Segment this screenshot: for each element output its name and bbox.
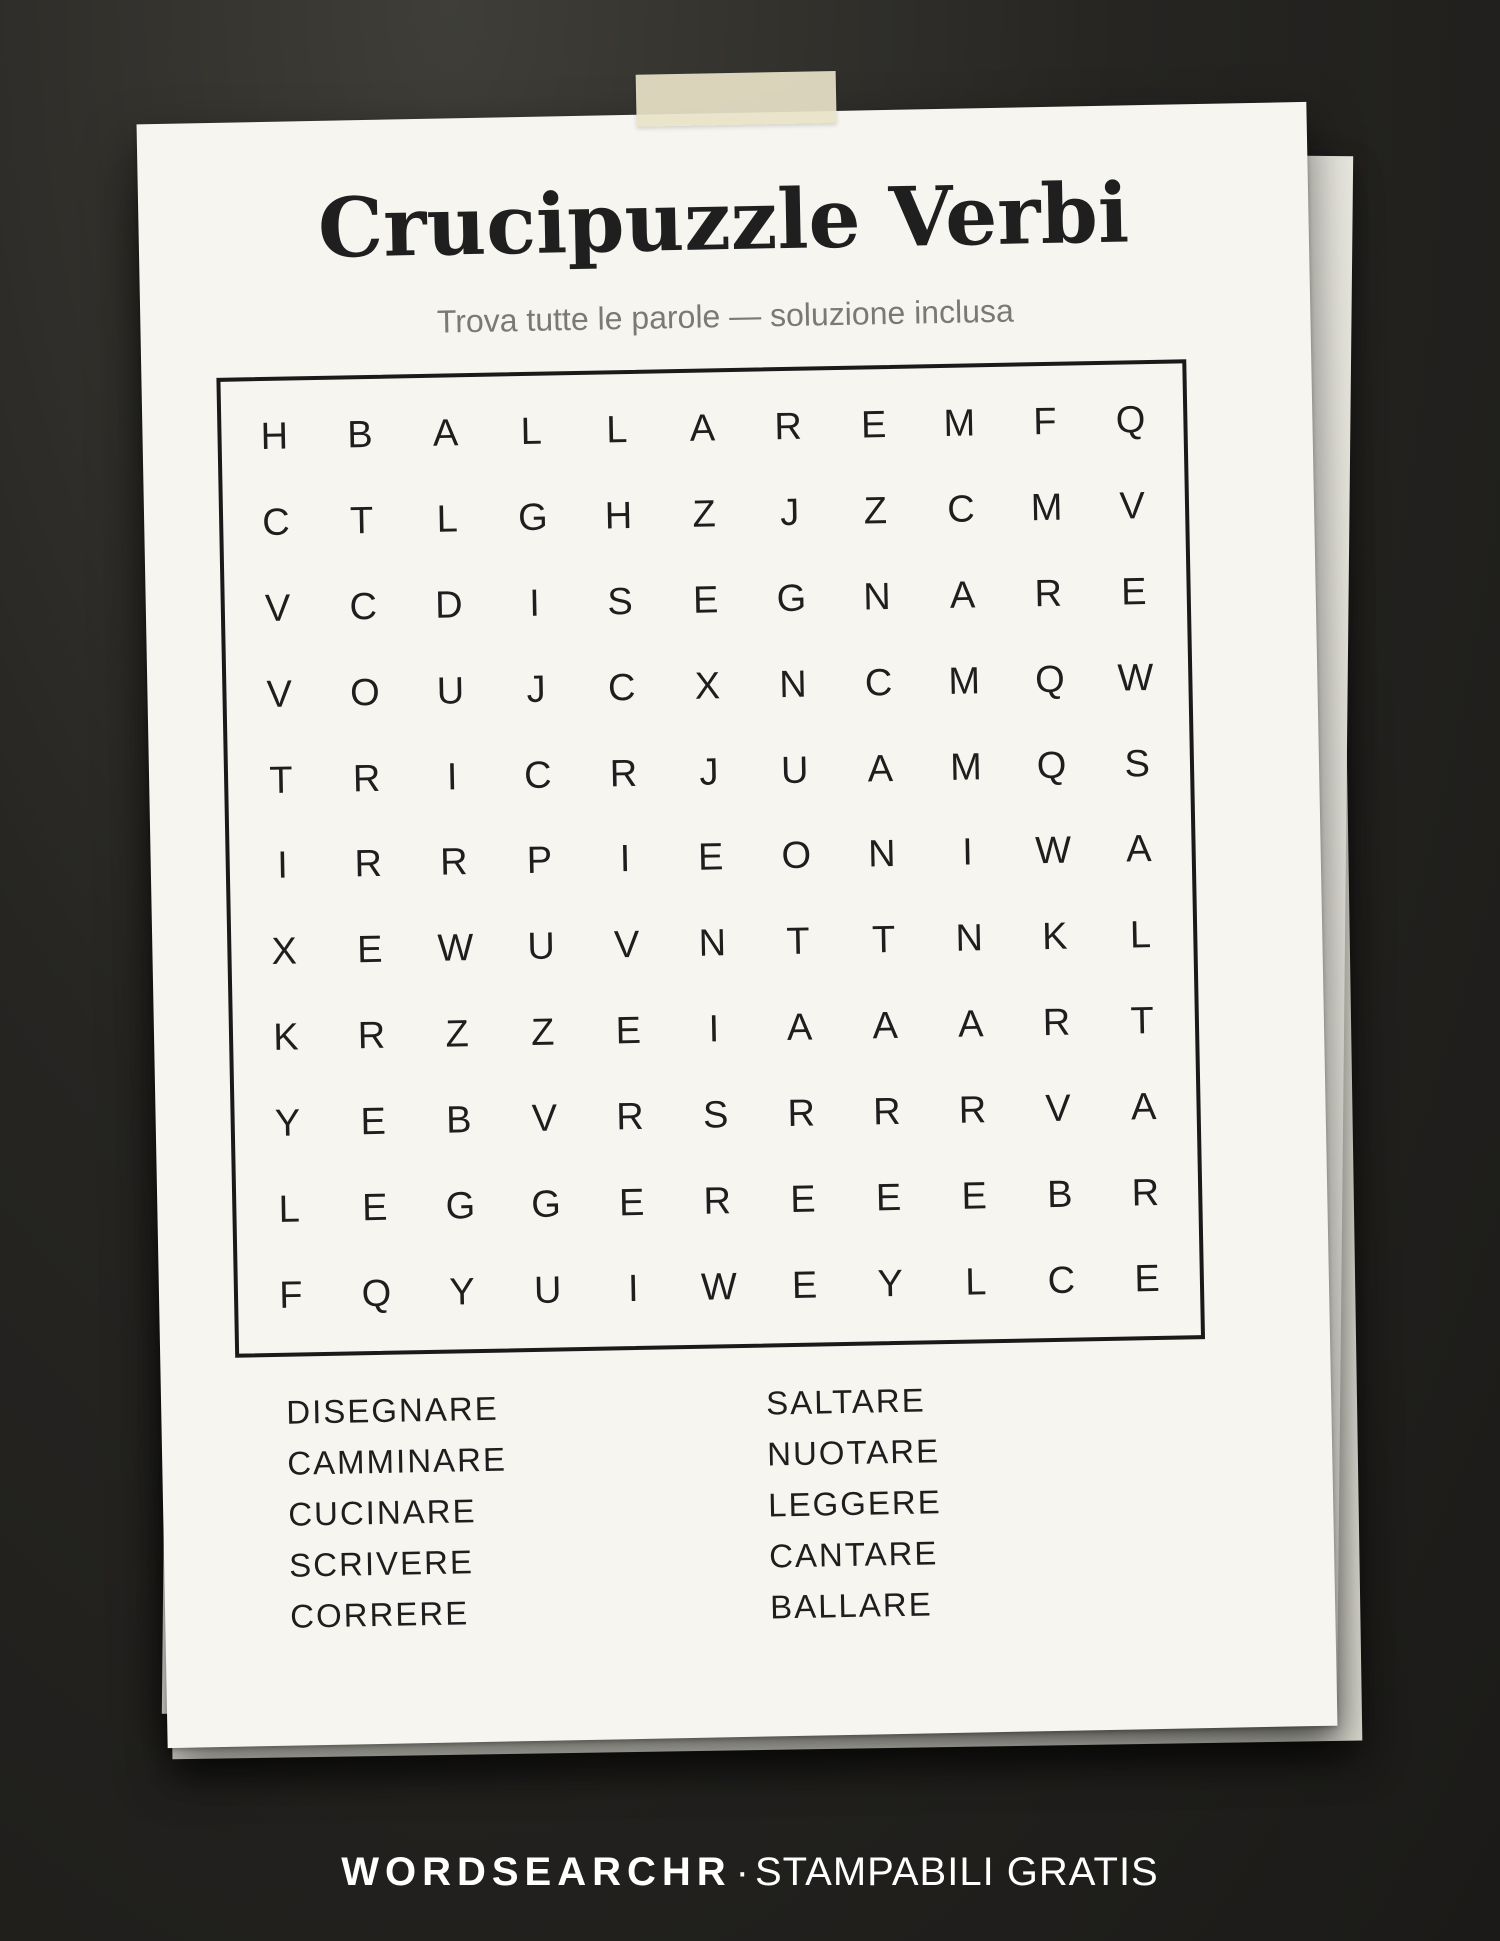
grid-cell: J <box>699 751 719 794</box>
grid-cell: J <box>779 491 800 535</box>
grid-cell: C <box>864 661 893 705</box>
grid-cell: L <box>1129 914 1152 957</box>
grid-cell: S <box>1124 742 1151 786</box>
grid-cell: W <box>1034 830 1072 873</box>
grid-cell: F <box>1032 401 1057 444</box>
grid-cell: Z <box>692 493 717 536</box>
grid-cell: E <box>615 1009 642 1053</box>
grid-cell: B <box>346 414 374 457</box>
grid-cell: I <box>619 838 631 881</box>
grid-cell: N <box>698 922 727 966</box>
grid-cell: A <box>786 1006 813 1050</box>
grid-cell: E <box>697 836 724 880</box>
grid-cell: P <box>526 840 553 883</box>
grid-cell: K <box>1041 915 1068 959</box>
word-list-item: LEGGERE <box>767 1483 943 1524</box>
grid-cell: M <box>949 745 983 789</box>
grid-cell: D <box>434 584 464 627</box>
grid-cell: E <box>961 1175 988 1218</box>
grid-cell: Y <box>877 1262 904 1305</box>
grid-cell: O <box>349 671 381 715</box>
grid-cell: W <box>700 1265 738 1309</box>
grid-cell: U <box>533 1269 562 1312</box>
grid-cell: R <box>1042 1001 1071 1045</box>
grid-cell: H <box>604 495 633 538</box>
grid-cell: V <box>1119 485 1146 528</box>
letter-grid <box>216 359 1205 1357</box>
grid-cell: L <box>964 1260 987 1304</box>
grid-cell: B <box>445 1099 472 1142</box>
grid-cell: I <box>276 845 289 888</box>
grid-cell: A <box>949 574 976 617</box>
grid-cell: C <box>946 488 976 532</box>
grid-cell: J <box>526 668 547 711</box>
grid-cell: L <box>605 409 628 452</box>
word-list-item: CANTARE <box>768 1534 939 1575</box>
word-list-column-left <box>286 1383 511 1642</box>
word-list <box>161 1367 1336 1649</box>
grid-cell: S <box>607 580 634 624</box>
grid-cell: L <box>278 1188 301 1231</box>
grid-cell: R <box>439 841 468 885</box>
grid-cell: I <box>708 1008 720 1051</box>
grid-cell: R <box>1034 572 1063 616</box>
grid-cell: R <box>787 1092 816 1135</box>
grid-cell: R <box>958 1089 987 1132</box>
grid-cell: Y <box>274 1102 301 1145</box>
grid-cell: E <box>618 1181 645 1225</box>
grid-cell: R <box>354 843 383 886</box>
grid-cell: W <box>437 927 474 971</box>
grid-cell: B <box>1046 1173 1073 1216</box>
word-list-item: DISEGNARE <box>285 1389 499 1431</box>
grid-cell: G <box>530 1183 562 1226</box>
grid-cell: M <box>948 660 981 703</box>
grid-cell: E <box>1120 571 1147 614</box>
word-list-item: NUOTARE <box>766 1432 941 1473</box>
grid-cell: E <box>360 1100 387 1144</box>
grid-cell: N <box>778 663 808 706</box>
grid-cell: L <box>520 411 543 454</box>
grid-cell: R <box>352 757 381 801</box>
grid-cell: F <box>278 1273 303 1317</box>
grid-cell: R <box>615 1095 645 1139</box>
puzzle-title: Crucipuzzle Verbi <box>317 165 1130 277</box>
grid-cell: E <box>1133 1257 1161 1301</box>
grid-cell: O <box>781 835 812 878</box>
grid-cell: U <box>526 925 556 969</box>
grid-cell: K <box>272 1016 299 1060</box>
tape-strip <box>636 71 837 127</box>
word-list-item: SALTARE <box>765 1381 927 1422</box>
grid-cell: T <box>268 759 293 802</box>
grid-cell: Q <box>1036 744 1067 787</box>
word-list-item: CAMMINARE <box>286 1440 508 1482</box>
grid-cell: I <box>528 582 541 625</box>
grid-cell: Y <box>448 1270 476 1314</box>
grid-cell: E <box>361 1186 388 1230</box>
grid-cell: T <box>349 500 374 543</box>
grid-cell: Q <box>361 1272 392 1315</box>
grid-cell: E <box>692 579 719 622</box>
grid-cell: V <box>266 673 293 716</box>
grid-cell: N <box>862 576 892 619</box>
grid-cell: V <box>264 587 291 631</box>
grid-cell: R <box>609 752 638 796</box>
grid-cell: R <box>872 1090 902 1134</box>
grid-cell: V <box>613 924 640 967</box>
grid-cell: A <box>432 412 459 456</box>
grid-cell: U <box>436 670 465 713</box>
puzzle-sheet <box>137 102 1338 1748</box>
grid-cell: X <box>694 665 721 708</box>
grid-cell: E <box>791 1264 818 1307</box>
word-list-column-right <box>766 1374 944 1632</box>
grid-cell: Z <box>530 1011 555 1055</box>
grid-cell: R <box>357 1014 386 1058</box>
grid-cell: X <box>271 930 298 974</box>
grid-cell: A <box>689 407 716 451</box>
grid-cell: Z <box>445 1013 470 1056</box>
grid-cell: R <box>1131 1171 1160 1215</box>
grid-cell: G <box>445 1184 476 1228</box>
grid-cell: A <box>1130 1085 1157 1129</box>
word-list-item: CUCINARE <box>287 1492 477 1533</box>
grid-cell: C <box>261 501 291 545</box>
grid-cell: C <box>1047 1259 1076 1302</box>
footer-separator: · <box>735 1850 749 1894</box>
grid-cell: C <box>349 585 378 629</box>
word-list-item: CORRERE <box>289 1594 470 1635</box>
grid-cell: T <box>1130 1000 1155 1043</box>
grid-cell: N <box>955 917 984 961</box>
word-list-item: SCRIVERE <box>288 1543 475 1584</box>
grid-cell: A <box>872 1005 899 1048</box>
grid-cell: I <box>627 1267 639 1310</box>
word-list-item: BALLARE <box>769 1585 934 1626</box>
grid-cell: E <box>356 929 383 972</box>
grid-cell: E <box>860 404 887 447</box>
grid-cell: I <box>961 831 974 875</box>
grid-cell: A <box>957 1003 984 1046</box>
grid-cell: R <box>773 406 803 449</box>
footer <box>0 1850 1500 1895</box>
grid-cell: E <box>789 1178 816 1221</box>
footer-brand: WORDSEARCHR <box>341 1850 732 1894</box>
grid-cell: M <box>943 402 976 446</box>
grid-cell: G <box>517 496 549 540</box>
grid-cell: W <box>1117 656 1154 700</box>
grid-cell: T <box>871 919 896 962</box>
grid-cell: M <box>1030 486 1063 530</box>
puzzle-subtitle: Trova tutte le parole — soluzione inclusa <box>436 292 1015 340</box>
footer-tagline: STAMPABILI GRATIS <box>755 1850 1159 1894</box>
grid-cell: V <box>1045 1087 1072 1131</box>
grid-cell: S <box>702 1094 729 1137</box>
grid-cell: Z <box>863 490 888 533</box>
grid-cell: I <box>446 756 458 799</box>
grid-cell: T <box>785 920 810 964</box>
grid-cell: A <box>867 747 894 791</box>
grid-cell: E <box>875 1176 902 1220</box>
grid-cell: N <box>867 833 897 876</box>
grid-cell: H <box>260 415 289 459</box>
grid-cell: Q <box>1034 658 1066 702</box>
grid-cell: Q <box>1115 399 1146 443</box>
grid-cell: A <box>1125 828 1152 871</box>
grid-cell: U <box>780 749 809 792</box>
grid-cell: V <box>531 1097 558 1140</box>
grid-cell: C <box>607 666 636 710</box>
grid-cell: R <box>703 1179 732 1223</box>
grid-cell: G <box>776 577 807 621</box>
grid-cell: C <box>523 754 552 797</box>
grid-cell: L <box>436 498 459 541</box>
